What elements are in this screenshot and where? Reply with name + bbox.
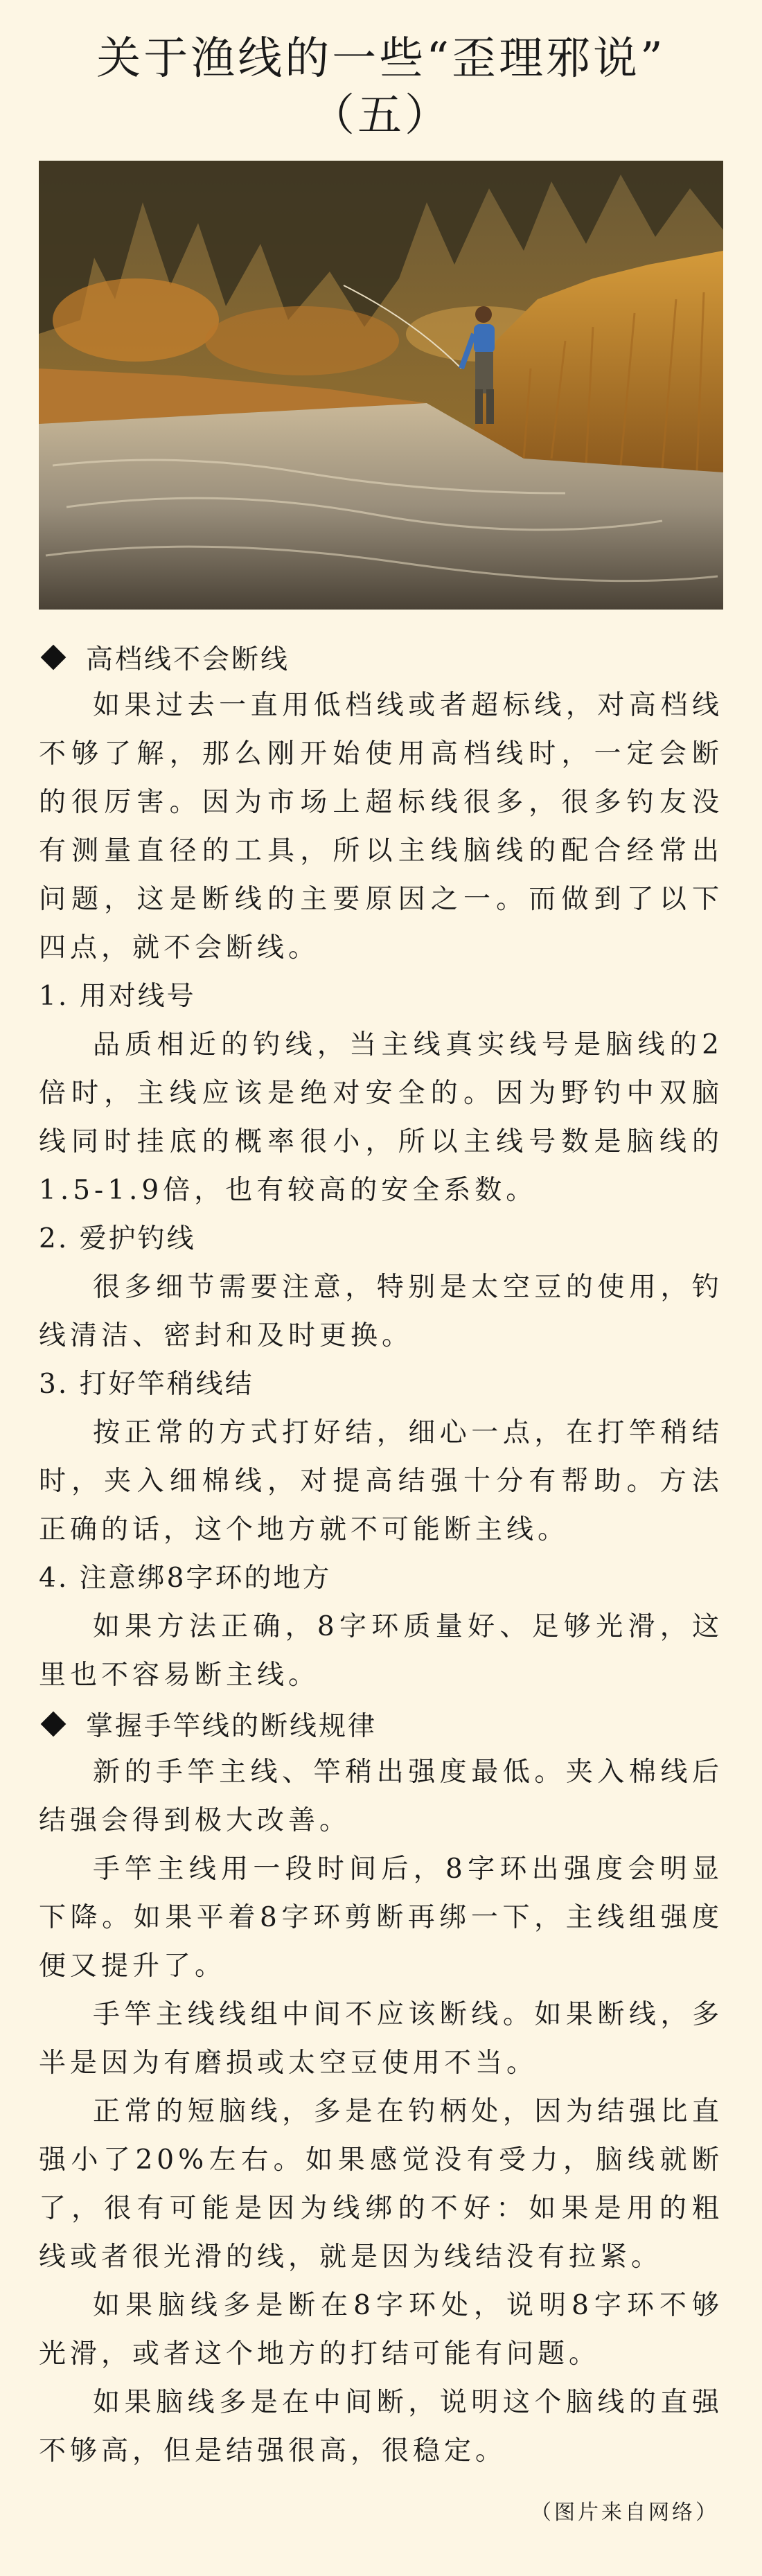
section-2-paragraph: 新的手竿主线、竿稍出强度最低。夹入棉线后结强会得到极大改善。 (39, 1757, 723, 1836)
point-text: 品质相近的钓线，当主线真实线号是脑线的2倍时，主线应该是绝对安全的。因为野钓中双脑线同时挂底的概率很小，所以主线号数是脑线的1.5-1.9倍，也有较高的安全系数。 (39, 1029, 723, 1206)
point-heading: 2. 爱护钓线 (39, 1223, 196, 1254)
point-heading: 4. 注意绑8字环的地方 (39, 1563, 332, 1594)
section-1-intro: 如果过去一直用低档线或者超标线，对高档线不够了解，那么刚开始使用高档线时，一定会断的很厉害。因为市场上超标线很多，很多钓友没有测量直径的工具，所以主线脑线的配合经常出问题，这是断线的主要原因之一。而做到了以下四点，就不会断线。 (39, 690, 723, 963)
diamond-bullet-icon (41, 645, 67, 670)
point-heading: 3. 打好竿稍线结 (39, 1369, 254, 1400)
section-2-paragraph: 手竿主线线组中间不应该断线。如果断线，多半是因为有磨损或太空豆使用不当。 (39, 1999, 723, 2079)
section-2-title: 掌握手竿线的断线规律 (86, 1711, 378, 1742)
point-heading: 1. 用对线号 (39, 981, 196, 1012)
point-text: 很多细节需要注意，特别是太空豆的使用，钓线清洁、密封和及时更换。 (39, 1272, 723, 1351)
section-2-paragraph: 如果脑线多是在中间断，说明这个脑线的直强不够高，但是结强很高，很稳定。 (39, 2387, 723, 2467)
diamond-bullet-icon (41, 1712, 67, 1737)
article-title (39, 0, 723, 144)
fly-fishing-photo (39, 161, 723, 610)
section-heading (39, 1700, 723, 1748)
image-credit: （图片来自网络） (531, 2501, 719, 2525)
section-2-paragraph: 正常的短脑线，多是在钓柄处，因为结强比直强小了20%左右。如果感觉没有受力，脑线就断了，很有可能是因为线绑的不好：如果是用的粗线或者很光滑的线，就是因为线结没有拉紧。 (39, 2096, 723, 2273)
point-text: 如果方法正确，8字环质量好、足够光滑，这里也不容易断主线。 (39, 1611, 723, 1691)
title-line-1: 关于渔线的一些“歪理邪说” (96, 33, 666, 85)
title-line-2: （五） (310, 90, 452, 141)
article-body (39, 633, 723, 2525)
section-1-title: 高档线不会断线 (86, 644, 290, 675)
section-heading (39, 633, 723, 682)
section-2-paragraph: 如果脑线多是断在8字环处，说明8字环不够光滑，或者这个地方的打结可能有问题。 (39, 2290, 723, 2370)
point-text: 按正常的方式打好结，细心一点，在打竿稍结时，夹入细棉线，对提高结强十分有帮助。方法正确的话，这个地方就不可能断主线。 (39, 1417, 723, 1545)
section-2-paragraph: 手竿主线用一段时间后，8字环出强度会明显下降。如果平着8字环剪断再绑一下，主线组强度便又提升了。 (39, 1854, 723, 1982)
